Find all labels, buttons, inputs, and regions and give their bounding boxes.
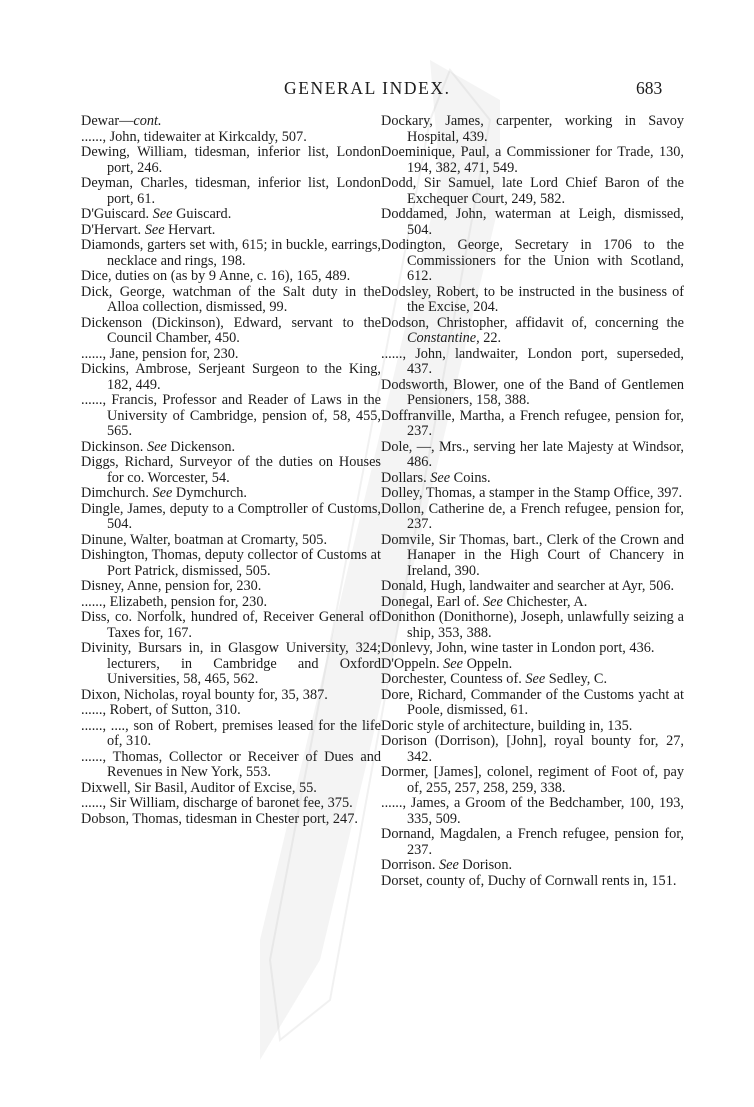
index-entry: Dodd, Sir Samuel, late Lord Chief Baron of the Exchequer Court, 249, 582. (381, 175, 684, 207)
index-entry: ......, John, landwaiter, London port, superseded, 437. (381, 345, 684, 377)
index-entry: Dorset, county of, Duchy of Cornwall rents in, 151. (381, 872, 677, 889)
index-entry: Dobson, Thomas, tidesman in Chester port, 247. (81, 810, 358, 827)
entry-heading: Dollars. (381, 469, 427, 486)
index-entry: Dornand, Magdalen, a French refugee, pension for, 237. (381, 826, 684, 858)
right-column (381, 114, 684, 889)
index-entry: Dolley, Thomas, a stamper in the Stamp Office, 397. (381, 485, 683, 501)
index-entry: Dore, Richard, Commander of the Customs yacht at Poole, dismissed, 61. (381, 686, 684, 718)
index-entry: Donithon (Donithorne), Joseph, unlawfully seizing a ship, 353, 388. (381, 609, 684, 641)
index-entry: ......, John, tidewaiter at Kirkcaldy, 507. (81, 128, 307, 145)
entry-heading: D'Oppeln. (381, 655, 440, 672)
index-entry: ......, Francis, Professor and Reader of Laws in the University of Cambridge, pension of, 58, 455, 565. (81, 392, 381, 439)
index-entry (81, 223, 381, 239)
cross-reference-marker: See (525, 671, 546, 687)
entry-heading: Dickinson. (81, 438, 144, 455)
index-entry: Dorison (Dorrison), [John], royal bounty for, 27, 342. (381, 733, 684, 765)
index-entry: ......, Jane, pension for, 230. (81, 345, 239, 362)
index-entry: Dormer, [James], colonel, regiment of Foot of, pay of, 255, 257, 258, 259, 338. (381, 764, 684, 796)
index-entry: Dodsley, Robert, to be instructed in the business of the Excise, 204. (381, 283, 684, 315)
index-entry: Donlevy, John, wine taster in London port, 436. (381, 640, 655, 656)
index-entry: Dole, —, Mrs., serving her late Majesty at Windsor, 486. (381, 438, 684, 470)
index-entry: Deyman, Charles, tidesman, inferior list, London port, 61. (81, 175, 381, 207)
page-number: 683 (636, 78, 663, 98)
index-entry (81, 440, 381, 456)
index-entry: Dodington, George, Secretary in 1706 to the Commissioners for the Union with Scotland, 612. (381, 237, 684, 284)
index-entry: Doddamed, John, waterman at Leigh, dismissed, 504. (381, 206, 684, 238)
entry-heading: D'Guiscard. (81, 206, 150, 222)
index-entry: Diggs, Richard, Surveyor of the duties on Houses for co. Worcester, 54. (81, 454, 381, 486)
cross-reference-marker: See (152, 485, 173, 501)
index-entry (81, 114, 381, 130)
index-entry (381, 657, 684, 673)
index-entry: Disney, Anne, pension for, 230. (81, 578, 262, 594)
index-entry: Dingle, James, deputy to a Comptroller of Customs, 504. (81, 500, 381, 532)
index-entry (81, 207, 381, 223)
cross-reference-target: Chichester, A. (506, 593, 588, 610)
index-entry: Doeminique, Paul, a Commissioner for Trade, 130, 194, 382, 471, 549. (381, 144, 684, 176)
index-entry: Dick, George, watchman of the Salt duty in the Alloa collection, dismissed, 99. (81, 283, 381, 315)
cross-reference-target: Guiscard. (176, 206, 232, 222)
cross-reference-marker: See (146, 438, 167, 455)
index-entry: Dinune, Walter, boatman at Cromarty, 505. (81, 531, 328, 548)
index-entry: Dewing, William, tidesman, inferior list, London port, 246. (81, 144, 381, 176)
cross-reference-marker: See (438, 857, 459, 873)
index-entry (81, 486, 381, 502)
index-entry: ......, Sir William, discharge of baronet fee, 375. (81, 795, 353, 811)
cross-reference-marker: See (443, 655, 463, 672)
cross-reference-marker: See (430, 469, 451, 486)
entry-heading: Dimchurch. (81, 485, 149, 501)
cross-reference-marker: See (483, 593, 503, 610)
index-entry: ......, James, a Groom of the Bedchamber, 100, 193, 335, 509. (381, 795, 684, 827)
cross-reference-target: , 22. (476, 330, 502, 346)
cross-reference-target: Dorison. (462, 857, 513, 873)
index-entry: Dockary, James, carpenter, working in Savoy Hospital, 439. (381, 113, 684, 145)
index-entry (381, 471, 684, 487)
cross-reference-target: Coins. (453, 469, 491, 486)
entry-heading: Donegal, Earl of. (381, 593, 480, 610)
cross-reference-target: Sedley, C. (548, 671, 608, 687)
index-entry: ......, Robert, of Sutton, 310. (81, 702, 241, 718)
index-entry: Dickenson (Dickinson), Edward, servant to the Council Chamber, 450. (81, 314, 381, 346)
index-entry: Domvile, Sir Thomas, bart., Clerk of the Crown and Hanaper in the High Court of Chancery in Ireland, 390. (381, 531, 684, 579)
cross-reference-target: Dickenson. (170, 438, 236, 455)
cross-reference-target: Oppeln. (466, 655, 513, 672)
cross-reference-target: Dymchurch. (175, 485, 247, 501)
index-entry: Diamonds, garters set with, 615; in buckle, earrings, necklace and rings, 198. (81, 237, 381, 269)
page-header (0, 78, 754, 102)
index-entry (381, 316, 684, 347)
index-entry (381, 858, 684, 874)
index-entry: Dollon, Catherine de, a French refugee, pension for, 237. (381, 500, 684, 532)
index-entry: Dice, duties on (as by 9 Anne, c. 16), 165, 489. (81, 268, 351, 284)
index-entry (381, 672, 684, 688)
entry-heading: D'Hervart. (81, 221, 142, 238)
index-entry: ......, ...., son of Robert, premises leased for the life of, 310. (81, 717, 381, 749)
index-entry: Divinity, Bursars in, in Glasgow University, 324; lecturers, in Cambridge and Oxford Universities, 58, 465, 562. (81, 640, 381, 687)
entry-heading: Dorchester, Countess of. (381, 671, 522, 687)
cross-reference-target: Hervart. (168, 221, 216, 238)
index-entry: Dixon, Nicholas, royal bounty for, 35, 387. (81, 686, 328, 703)
index-entry: Dodsworth, Blower, one of the Band of Gentlemen Pensioners, 158, 388. (381, 376, 684, 408)
index-entry (381, 595, 684, 611)
continuation-marker: cont. (133, 113, 162, 129)
index-entry: Doffranville, Martha, a French refugee, pension for, 237. (381, 407, 684, 439)
cross-reference-marker: Constantine (407, 330, 477, 346)
cross-reference-marker: See (152, 206, 173, 222)
left-column (81, 114, 381, 827)
running-title: GENERAL INDEX. (284, 78, 451, 98)
cross-reference-marker: See (144, 221, 165, 238)
index-entry: ......, Thomas, Collector or Receiver of Dues and Revenues in New York, 553. (81, 748, 381, 780)
entry-heading: Dorrison. (381, 857, 436, 873)
entry-heading: Dodson, Christopher, affidavit of, concerning the (381, 314, 684, 331)
index-entry: ......, Elizabeth, pension for, 230. (81, 593, 268, 610)
index-entry: Dixwell, Sir Basil, Auditor of Excise, 55. (81, 779, 317, 796)
index-entry: Dishington, Thomas, deputy collector of Customs at Port Patrick, dismissed, 505. (81, 547, 381, 579)
index-entry: Doric style of architecture, building in, 135. (381, 717, 633, 734)
index-entry: Donald, Hugh, landwaiter and searcher at Ayr, 506. (381, 578, 675, 594)
entry-heading: Dewar— (81, 113, 134, 129)
index-entry: Dickins, Ambrose, Serjeant Surgeon to the King, 182, 449. (81, 361, 381, 393)
index-entry: Diss, co. Norfolk, hundred of, Receiver General of Taxes for, 167. (81, 609, 381, 641)
